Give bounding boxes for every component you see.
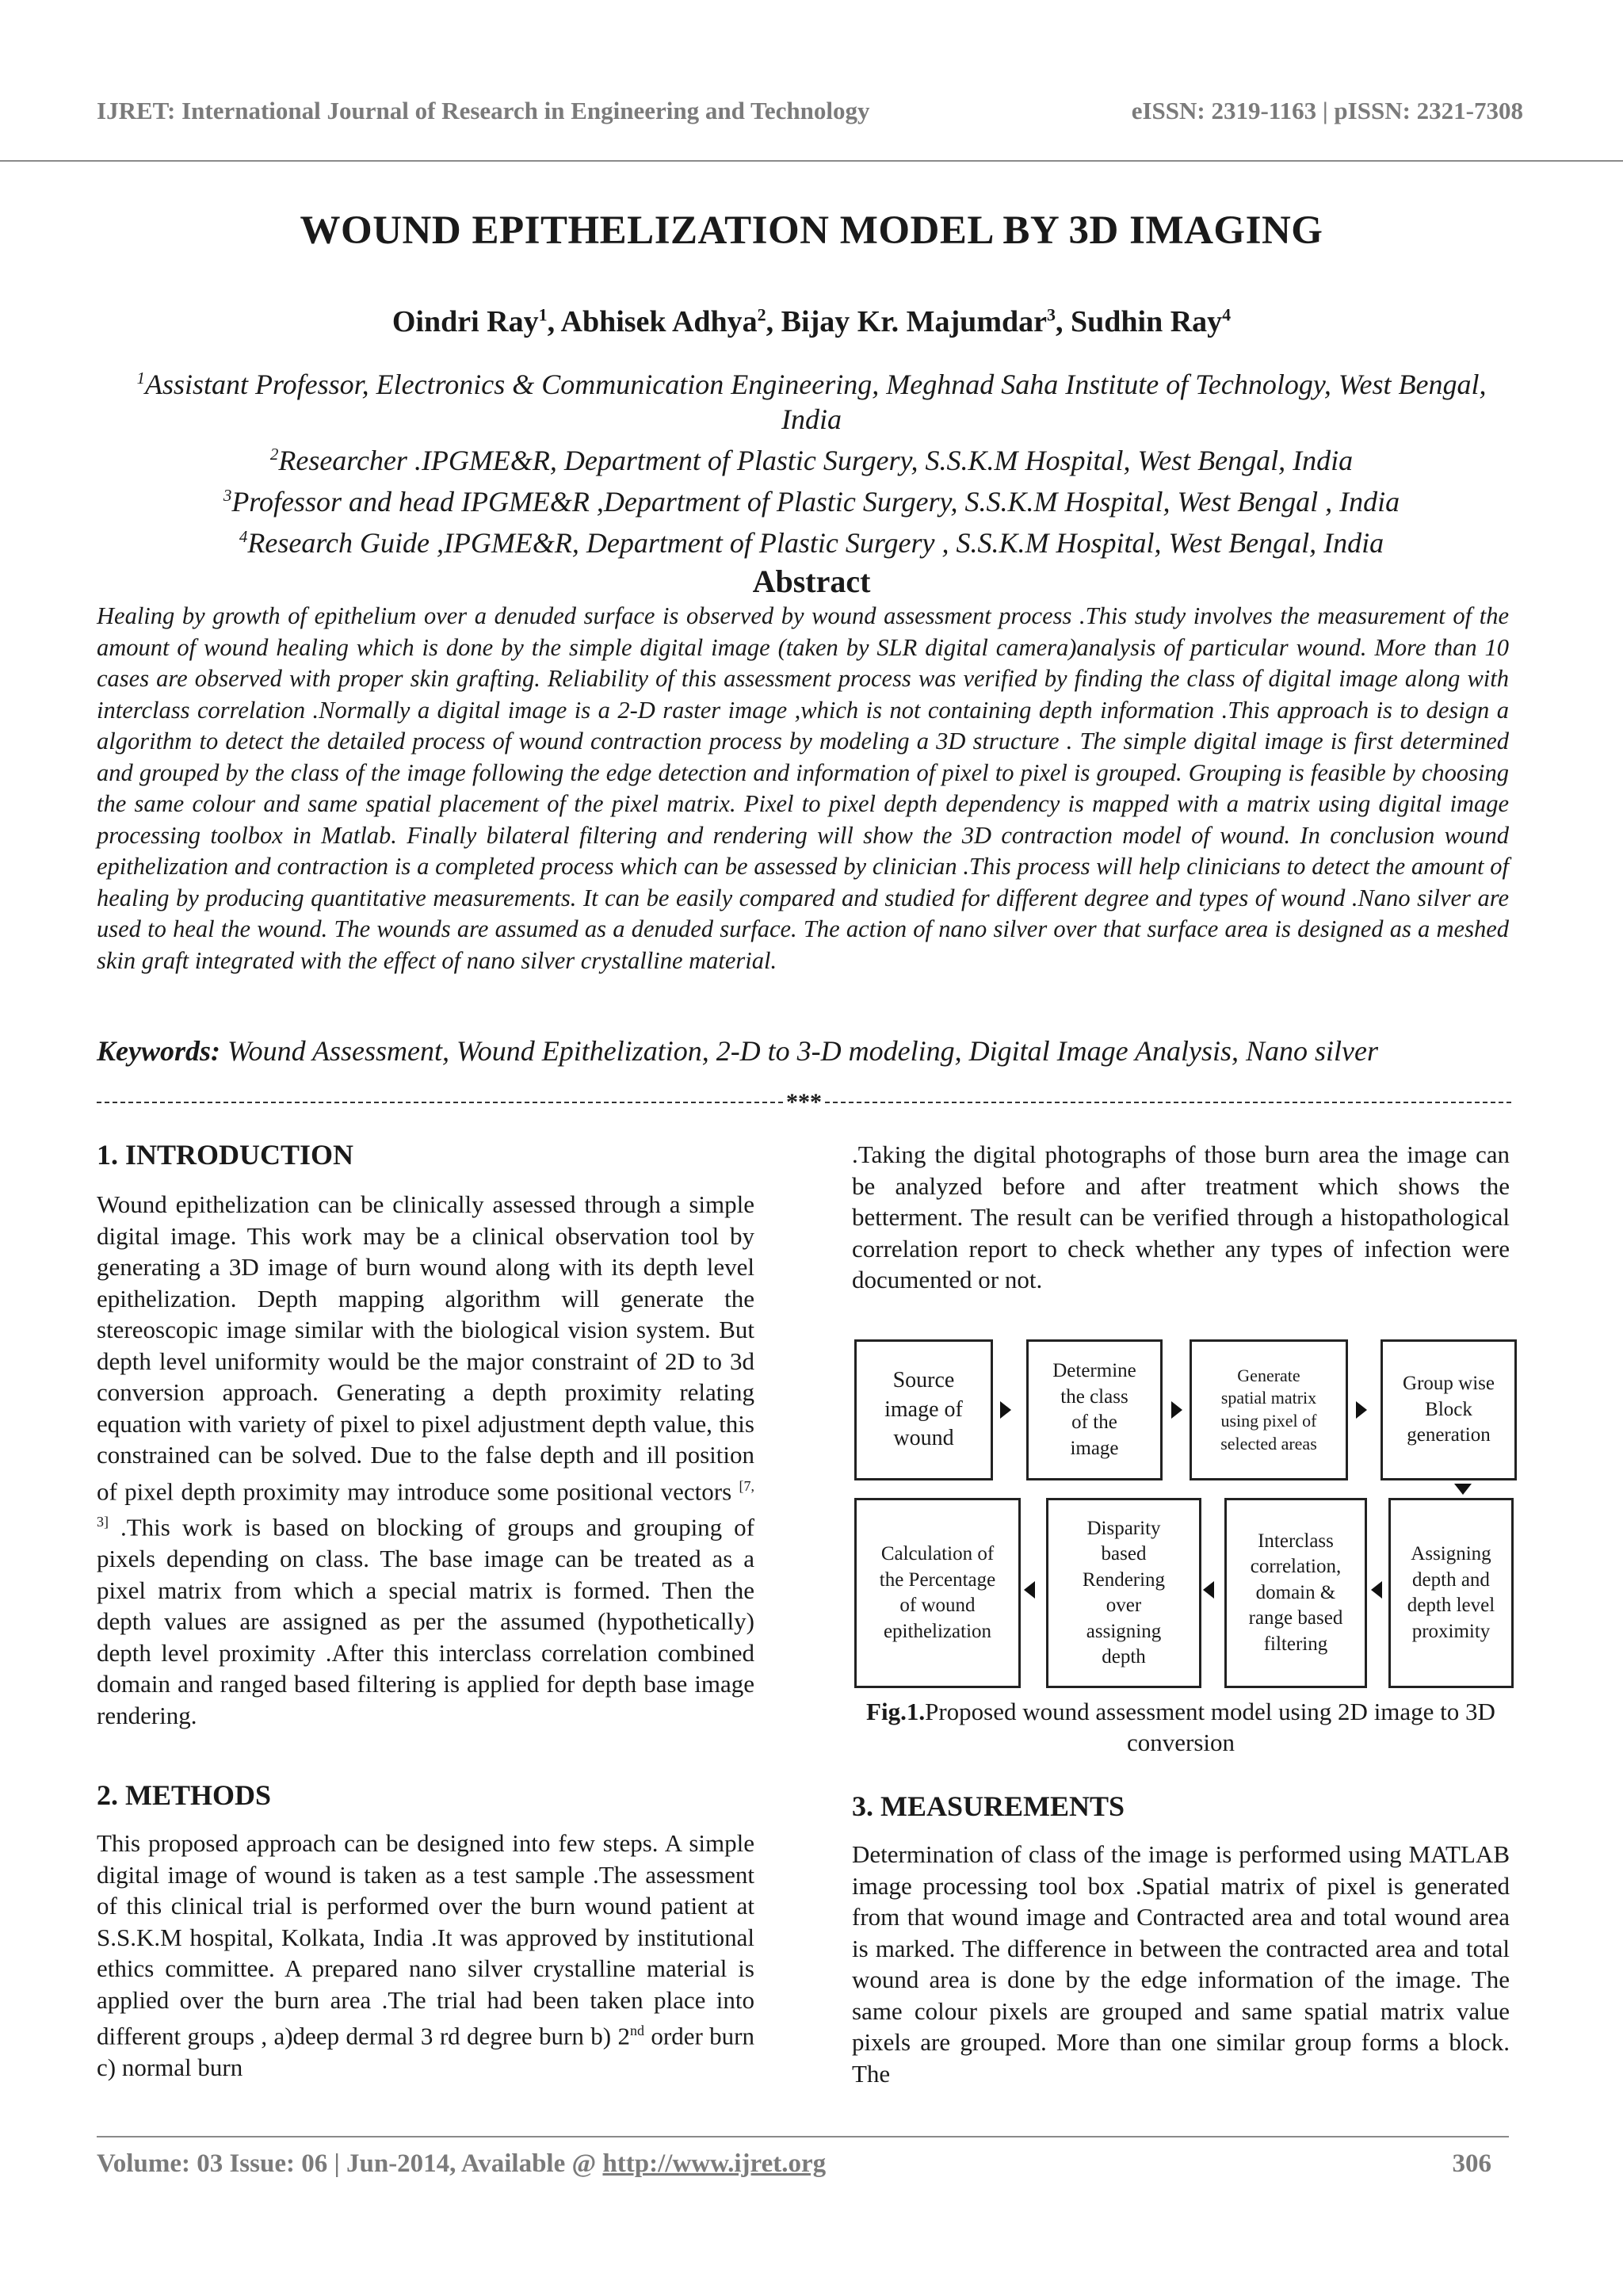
flow-box-spatial-matrix: Generate spatial matrix using pixel of selected areas xyxy=(1190,1339,1348,1480)
paper-title: WOUND EPITHELIZATION MODEL BY 3D IMAGING xyxy=(300,208,1323,253)
flow-arrow-right xyxy=(1356,1401,1367,1419)
keywords-label: Keywords: xyxy=(97,1035,220,1067)
affiliation xyxy=(127,519,1496,560)
affiliation-sup: 1 xyxy=(136,369,145,388)
figure-caption-text: Proposed wound assessment model using 2D image to 3D conversion xyxy=(925,1698,1495,1756)
author-name: Abhisek Adhya xyxy=(560,305,758,338)
intro-text-part: .This work is based on blocking of groups and grouping of pixels depending on class. The base image can be treated as a pixel matrix from which a special matrix is formed. Then the depth values are assigned as per the assumed (hypothetically) depth level proximity .After this interclass correlation combined domain and ranged based filtering is applied for depth base image rendering. xyxy=(97,1513,754,1729)
footer-rule xyxy=(97,2136,1509,2137)
affiliation-text: Professor and head IPGME&R ,Department of Plastic Surgery, S.S.K.M Hospital, West Bengal , India xyxy=(231,486,1400,518)
methods-text xyxy=(97,1828,754,2083)
flow-arrow-left xyxy=(1371,1581,1382,1599)
affiliation-text: Assistant Professor, Electronics & Communication Engineering, Meghnad Saha Institute of Technology, West Bengal, India xyxy=(144,369,1487,435)
author-sup: 3 xyxy=(1046,304,1056,325)
author-name: Bijay Kr. Majumdar xyxy=(781,305,1047,338)
flow-box-calc-percentage: Calculation of the Percentage of wound epithelization xyxy=(854,1498,1021,1688)
affiliation xyxy=(127,361,1496,437)
flow-arrow-down xyxy=(1454,1484,1472,1495)
journal-name: IJRET: International Journal of Research in Engineering and Technology xyxy=(97,97,870,124)
author-sup: 2 xyxy=(757,304,766,325)
flow-box-determine-class: Determine the class of the image xyxy=(1026,1339,1163,1480)
flow-arrow-right xyxy=(1000,1401,1011,1419)
author-sup: 4 xyxy=(1222,304,1232,325)
methods-text-part: This proposed approach can be designed into few steps. A simple digital image of wound is taken as a test sample .The assessment of this clinical trial is performed over the burn wound patient at S.S.K.M hospital, Kolkata, India .It was approved by institutional ethics committee. A prepared nano silver crystalline material is applied over the burn area .The trial had been taken place into different groups , a)deep dermal 3 rd degree burn b) 2 xyxy=(97,1829,754,2050)
author-name: Sudhin Ray xyxy=(1070,305,1223,338)
affiliation-sup: 3 xyxy=(223,486,232,505)
flow-box-interclass-filtering: Interclass correlation, domain & range based filtering xyxy=(1224,1498,1367,1688)
measurements-text: Determination of class of the image is performed using MATLAB image processing tool box .Spatial matrix of pixel is generated from that wound image and Contracted area and total wound area is marked. The difference in between the contracted area and total wound area is done by the edge information of the image. The same colour pixels are grouped and same spatial matrix value pixels are grouped. More than one similar group forms a block. The xyxy=(852,1840,1510,2088)
footer-volume: Volume: 03 Issue: 06 | Jun-2014, Available @ xyxy=(97,2149,603,2178)
divider-dash-right xyxy=(825,1102,1511,1103)
running-header xyxy=(97,97,1523,125)
abstract-heading: Abstract xyxy=(752,563,871,599)
affiliation-text: Researcher .IPGME&R, Department of Plastic Surgery, S.S.K.M Hospital, West Bengal, India xyxy=(278,445,1354,476)
affiliation xyxy=(127,478,1496,519)
citation: [7, 3] xyxy=(97,1477,755,1530)
author-name: Oindri Ray xyxy=(391,305,539,338)
affiliations xyxy=(127,361,1496,560)
affiliation-sup: 4 xyxy=(239,527,248,546)
divider-mark: *** xyxy=(786,1089,822,1115)
affiliation-sup: 2 xyxy=(269,445,279,464)
flow-box-assign-depth: Assigning depth and depth level proximity xyxy=(1388,1498,1514,1688)
keywords xyxy=(97,1034,1523,1068)
page-number: 306 xyxy=(1452,2149,1491,2178)
measurements-heading: 3. MEASUREMENTS xyxy=(852,1790,1125,1822)
intro-text-part: Wound epithelization can be clinically assessed through a simple digital image. This work may be a clinical observation tool by generating a 3D image of burn wound along with its depth level epithelization. Depth mapping algorithm will generate the stereoscopic image similar with the biological vision system. But depth level uniformity would be the major constraint of 2D to 3d conversion approach. Generating a depth proximity relating equation with variety of pixel to pixel adjustment depth value, this constrained can be solved. Due to the false depth and ill position of pixel depth proximity may introduce some positional vectors xyxy=(97,1190,754,1505)
affiliation xyxy=(127,437,1496,478)
methods-text-part: order burn c) normal burn xyxy=(97,2022,755,2081)
running-footer xyxy=(97,2149,1491,2179)
intro-continued-text: .Taking the digital photographs of those burn area the image can be analyzed before and after treatment which shows the betterment. The result can be verified through a histopathological correlation report to check whether any types of infection were documented or not. xyxy=(852,1140,1510,1293)
methods-heading: 2. METHODS xyxy=(97,1779,272,1811)
journal-link[interactable]: http://www.ijret.org xyxy=(602,2149,827,2178)
header-rule xyxy=(0,160,1623,162)
intro-heading: 1. INTRODUCTION xyxy=(97,1139,354,1171)
methods-sup: nd xyxy=(629,2023,644,2038)
author-sup: 1 xyxy=(538,304,548,325)
keywords-text: Wound Assessment, Wound Epithelization, 2-D to 3-D modeling, Digital Image Analysis, Nano silver xyxy=(227,1035,1378,1067)
flow-arrow-left xyxy=(1024,1581,1035,1599)
intro-text xyxy=(97,1189,754,1731)
affiliation-text: Research Guide ,IPGME&R, Department of Plastic Surgery , S.S.K.M Hospital, West Bengal, India xyxy=(247,527,1384,559)
flow-box-source-image: Source image of wound xyxy=(854,1339,993,1480)
issn: eISSN: 2319-1163 | pISSN: 2321-7308 xyxy=(1131,97,1523,124)
figure-label: Fig.1. xyxy=(866,1698,926,1725)
flow-arrow-left xyxy=(1203,1581,1214,1599)
footer-info xyxy=(97,2149,826,2179)
flow-box-block-generation: Group wise Block generation xyxy=(1381,1339,1517,1480)
author-list: Oindri Ray$^1$, Abhisek Adhya$^2$, Bijay Kr. Majumdar$^3$, Sudhin Ray$^4$ xyxy=(391,304,1232,338)
abstract-text: Healing by growth of epithelium over a denuded surface is observed by wound assessment process .This study involves the measurement of the amount of wound healing which is done by the simple digital image (taken by SLR digital camera)analysis of particular wound. More than 10 cases are observed with proper skin grafting. Reliability of this assessment process was verified by finding the class of digital image along with interclass correlation .Normally a digital image is a 2-D raster image ,which is not containing depth information .This approach is to design a algorithm to detect the detailed process of wound contraction process by modeling a 3D structure . The simple digital image is first determined and grouped by the class of the image following the edge detection and information of pixel to pixel is grouped. Grouping is feasible by choosing the same colour and same spatial placement of the pixel matrix. Pixel to pixel depth dependency is mapped with a matrix using digital image processing toolbox in Matlab. Finally bilateral filtering and rendering will show the 3D contraction model of wound. In conclusion wound epithelization and contraction is a completed process which can be assessed by clinician .This process will help clinicians to detect the amount of healing by producing quantitative measurements. It can be easily compared and studied for different degree and types of wound .Nano silver are used to heal the wound. The wounds are assumed as a denuded surface. The action of nano silver over that surface area is designed as a meshed skin graft integrated with the effect of nano silver crystalline material. xyxy=(97,602,1509,974)
divider-dash-left xyxy=(97,1102,783,1103)
figure-caption xyxy=(852,1696,1510,1758)
flow-box-disparity-rendering: Disparity based Rendering over assigning depth xyxy=(1046,1498,1201,1688)
section-divider xyxy=(97,1089,1511,1116)
flow-arrow-right xyxy=(1171,1401,1182,1419)
